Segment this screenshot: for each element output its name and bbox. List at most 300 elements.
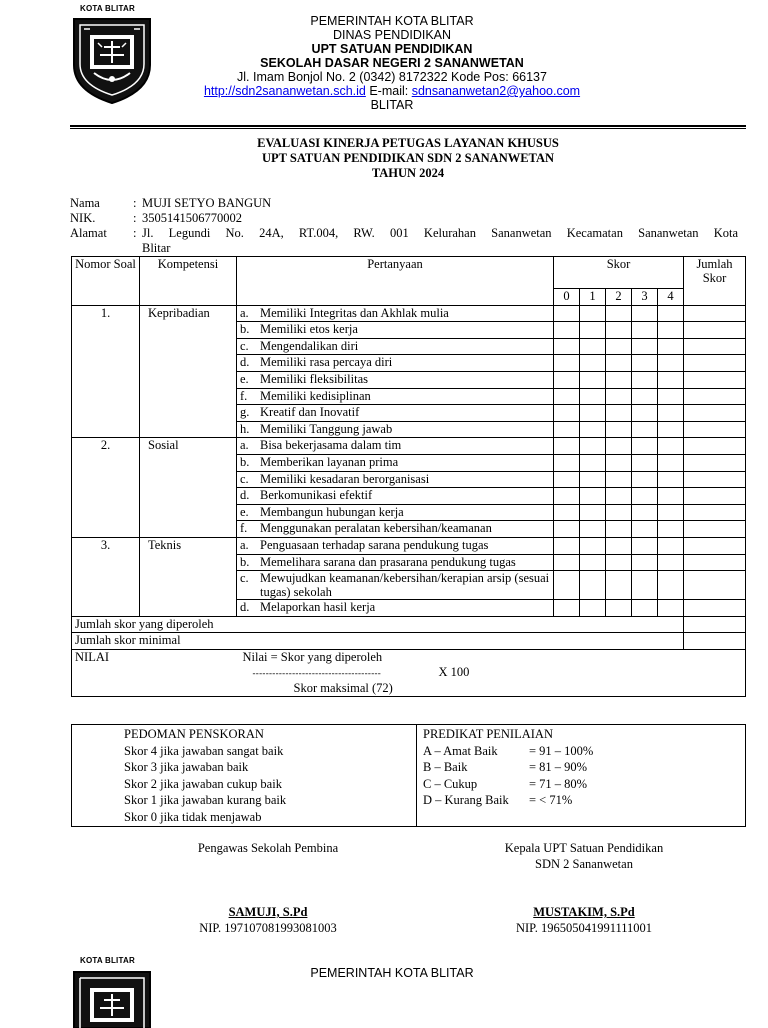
total-minimal-label: Jumlah skor minimal [72, 633, 684, 650]
signature-supervisor [160, 840, 376, 936]
question-cell [237, 421, 554, 438]
score-cell-4[interactable] [658, 537, 684, 554]
question-item [240, 422, 550, 436]
question-item [240, 355, 550, 369]
score-col-4: 4 [658, 289, 684, 306]
competence-cell [140, 488, 237, 505]
competence-cell [140, 371, 237, 388]
score-cell-2[interactable] [606, 388, 632, 405]
address-value-line1: Jl. Legundi No. 24A, RT.004, RW. 001 Kelurahan Sananwetan Kecamatan Sananwetan Kota [142, 226, 738, 240]
question-cell [237, 305, 554, 322]
score-cell-0[interactable] [554, 388, 580, 405]
score-col-2: 2 [606, 289, 632, 306]
question-letter: c. [240, 471, 249, 486]
predicate-range: = < 71% [529, 793, 573, 807]
score-cell-4[interactable] [658, 438, 684, 455]
total-minimal-cell[interactable] [684, 633, 746, 650]
total-score-cell[interactable] [684, 571, 746, 600]
city-line: BLITAR [370, 98, 414, 112]
question-text: Memiliki etos kerja [260, 322, 358, 337]
question-cell [237, 388, 554, 405]
letterhead-rule-thin [70, 128, 746, 129]
score-cell-2[interactable] [606, 471, 632, 488]
question-item [240, 389, 550, 403]
competence-cell [140, 421, 237, 438]
question-item [240, 306, 550, 320]
score-col-0: 0 [554, 289, 580, 306]
address-line: Jl. Imam Bonjol No. 2 (0342) 8172322 Kode Pos: 66137 [237, 70, 547, 84]
question-number: 1. [72, 305, 140, 322]
header-number: Nomor Soal [72, 257, 140, 306]
predicate-item [417, 776, 745, 793]
total-score-cell[interactable] [684, 600, 746, 617]
question-number [72, 554, 140, 571]
predicate-item [417, 743, 745, 760]
total-score-cell[interactable] [684, 504, 746, 521]
score-cell-4[interactable] [658, 355, 684, 372]
score-cell-1[interactable] [580, 571, 606, 600]
question-item [240, 455, 550, 469]
score-cell-0[interactable] [554, 504, 580, 521]
question-text: Memelihara sarana dan prasarana pendukung tugas [260, 554, 516, 569]
score-cell-3[interactable] [632, 371, 658, 388]
question-cell [237, 537, 554, 554]
score-cell-2[interactable] [606, 438, 632, 455]
question-number [72, 471, 140, 488]
signature-principal [452, 840, 716, 936]
score-cell-2[interactable] [606, 504, 632, 521]
predicate-grade: B – Baik [423, 760, 468, 774]
score-cell-2[interactable] [606, 405, 632, 422]
question-cell [237, 554, 554, 571]
table-row [72, 438, 746, 455]
score-cell-0[interactable] [554, 454, 580, 471]
competence-cell [140, 355, 237, 372]
website-link[interactable]: http://sdn2sananwetan.sch.id [203, 84, 366, 98]
address-value-line2: Blitar [142, 241, 171, 255]
score-cell-1[interactable] [580, 305, 606, 322]
question-text: Melaporkan hasil kerja [260, 600, 376, 615]
score-cell-3[interactable] [632, 504, 658, 521]
total-score-cell[interactable] [684, 537, 746, 554]
colon: : [133, 211, 137, 225]
total-score-cell[interactable] [684, 388, 746, 405]
header-row [72, 257, 746, 289]
question-letter: e. [240, 504, 249, 519]
city-crest-icon [70, 15, 154, 105]
score-cell-0[interactable] [554, 554, 580, 571]
score-cell-1[interactable] [580, 355, 606, 372]
score-cell-0[interactable] [554, 338, 580, 355]
score-cell-4[interactable] [658, 388, 684, 405]
score-cell-3[interactable] [632, 305, 658, 322]
score-cell-3[interactable] [632, 488, 658, 505]
nik-value: 3505141506770002 [142, 211, 242, 225]
question-letter: f. [240, 521, 248, 536]
score-col-1: 1 [580, 289, 606, 306]
score-cell-3[interactable] [632, 421, 658, 438]
question-item [240, 405, 550, 419]
score-cell-4[interactable] [658, 421, 684, 438]
question-number [72, 371, 140, 388]
header-competence: Kompetensi [140, 257, 237, 306]
supervisor-nip: NIP. 197107081993081003 [199, 921, 337, 935]
nilai-row [72, 649, 746, 696]
question-item [240, 488, 550, 502]
score-cell-1[interactable] [580, 371, 606, 388]
question-text: Memiliki rasa percaya diri [260, 355, 393, 370]
formula-line-3: Skor maksimal (72) [293, 680, 393, 695]
score-cell-1[interactable] [580, 600, 606, 617]
header-score: Skor [554, 257, 684, 289]
question-text: Membangun hubungan kerja [260, 504, 404, 519]
city-crest-icon [70, 968, 154, 1028]
competence-cell [140, 388, 237, 405]
score-cell-2[interactable] [606, 571, 632, 600]
logo-label: KOTA BLITAR [80, 4, 135, 13]
predicate-grade: A – Amat Baik [423, 743, 498, 758]
table-row [72, 537, 746, 554]
nilai-formula [237, 649, 746, 696]
document-title [70, 136, 746, 181]
score-cell-2[interactable] [606, 322, 632, 339]
question-text: Memiliki Integritas dan Akhlak mulia [260, 305, 449, 320]
letterhead [150, 14, 634, 112]
score-cell-3[interactable] [632, 338, 658, 355]
question-text: Penguasaan terhadap sarana pendukung tugas [260, 537, 489, 552]
score-cell-0[interactable] [554, 438, 580, 455]
total-score-cell[interactable] [684, 371, 746, 388]
question-cell [237, 521, 554, 538]
header-question: Pertanyaan [237, 257, 554, 306]
question-item [240, 339, 550, 353]
score-cell-3[interactable] [632, 405, 658, 422]
score-cell-1[interactable] [580, 421, 606, 438]
school-line: SEKOLAH DASAR NEGERI 2 SANANWETAN [260, 56, 524, 70]
total-score-cell[interactable] [684, 405, 746, 422]
question-cell [237, 488, 554, 505]
score-cell-4[interactable] [658, 338, 684, 355]
gov-line: PEMERINTAH KOTA BLITAR [310, 14, 474, 28]
predicate-range: = 91 – 100% [529, 743, 594, 758]
question-letter: b. [240, 454, 250, 469]
title-line-3: TAHUN 2024 [371, 166, 445, 180]
table-row [72, 322, 746, 339]
question-text: Mengendalikan diri [260, 338, 359, 353]
table-row [72, 471, 746, 488]
score-cell-2[interactable] [606, 521, 632, 538]
competence-cell [140, 338, 237, 355]
score-cell-4[interactable] [658, 471, 684, 488]
predicate-title: PREDIKAT PENILAIAN [423, 727, 553, 741]
score-cell-4[interactable] [658, 521, 684, 538]
question-letter: d. [240, 600, 250, 615]
competence-cell: Kepribadian [140, 305, 237, 322]
score-cell-4[interactable] [658, 454, 684, 471]
question-letter: b. [240, 322, 250, 337]
question-number [72, 405, 140, 422]
question-cell [237, 471, 554, 488]
total-score-cell[interactable] [684, 521, 746, 538]
score-cell-3[interactable] [632, 454, 658, 471]
question-item [240, 438, 550, 452]
evaluation-table [71, 256, 746, 697]
scoring-guide-item: Skor 3 jika jawaban baik [124, 760, 249, 774]
score-cell-2[interactable] [606, 537, 632, 554]
table-row [72, 454, 746, 471]
score-cell-3[interactable] [632, 521, 658, 538]
score-cell-2[interactable] [606, 305, 632, 322]
logo-label-next-page: KOTA BLITAR [80, 956, 135, 965]
score-cell-4[interactable] [658, 554, 684, 571]
score-cell-2[interactable] [606, 554, 632, 571]
unit-line: UPT SATUAN PENDIDIKAN [311, 42, 473, 56]
supervisor-role: Pengawas Sekolah Pembina [197, 841, 339, 855]
question-number [72, 338, 140, 355]
score-cell-1[interactable] [580, 504, 606, 521]
question-text: Memberikan layanan prima [260, 454, 399, 469]
total-score-cell[interactable] [684, 322, 746, 339]
score-cell-0[interactable] [554, 537, 580, 554]
score-cell-2[interactable] [606, 338, 632, 355]
score-cell-3[interactable] [632, 554, 658, 571]
score-cell-4[interactable] [658, 600, 684, 617]
letterhead-rule-thick [70, 125, 746, 127]
score-cell-4[interactable] [658, 504, 684, 521]
formula-dashes: --------------------------------------- [252, 667, 382, 678]
total-score-cell[interactable] [684, 338, 746, 355]
total-score-cell[interactable] [684, 421, 746, 438]
question-letter: a. [240, 305, 249, 320]
competence-cell [140, 405, 237, 422]
score-cell-4[interactable] [658, 405, 684, 422]
score-cell-0[interactable] [554, 471, 580, 488]
total-score-cell[interactable] [684, 488, 746, 505]
score-cell-3[interactable] [632, 438, 658, 455]
question-number [72, 521, 140, 538]
question-item [240, 571, 550, 599]
identity-block [0, 196, 768, 256]
predicate-range: = 71 – 80% [529, 776, 588, 791]
total-score-cell[interactable] [684, 355, 746, 372]
score-cell-3[interactable] [632, 571, 658, 600]
score-cell-3[interactable] [632, 471, 658, 488]
principal-name: MUSTAKIM, S.Pd [533, 905, 635, 919]
score-cell-1[interactable] [580, 537, 606, 554]
question-text: Menggunakan peralatan kebersihan/keamanan [260, 521, 492, 536]
score-cell-2[interactable] [606, 454, 632, 471]
competence-cell [140, 322, 237, 339]
score-cell-3[interactable] [632, 322, 658, 339]
question-number [72, 571, 140, 600]
question-cell [237, 571, 554, 600]
score-cell-1[interactable] [580, 471, 606, 488]
scoring-guide-title: PEDOMAN PENSKORAN [124, 727, 264, 741]
table-row [72, 521, 746, 538]
score-cell-1[interactable] [580, 405, 606, 422]
question-item [240, 600, 550, 614]
scoring-guide-item: Skor 1 jika jawaban kurang baik [124, 793, 287, 807]
total-score-cell[interactable] [684, 305, 746, 322]
question-text: Berkomunikasi efektif [260, 488, 373, 503]
total-obtained-cell[interactable] [684, 616, 746, 633]
table-row [72, 338, 746, 355]
question-item [240, 322, 550, 336]
title-line-1: EVALUASI KINERJA PETUGAS LAYANAN KHUSUS [257, 136, 559, 150]
table-row [72, 488, 746, 505]
next-page-gov-line: PEMERINTAH KOTA BLITAR [310, 966, 474, 980]
email-link[interactable]: sdnsananwetan2@yahoo.com [411, 84, 581, 98]
question-text: Memiliki kesadaran berorganisasi [260, 471, 430, 486]
total-obtained-row [72, 616, 746, 633]
competence-cell [140, 454, 237, 471]
principal-role-2: SDN 2 Sananwetan [535, 857, 633, 871]
question-text: Mewujudkan keamanan/kebersihan/kerapian arsip (sesuai tugas) sekolah [260, 571, 550, 600]
address-label: Alamat [70, 226, 107, 240]
score-cell-2[interactable] [606, 371, 632, 388]
score-cell-0[interactable] [554, 371, 580, 388]
question-cell [237, 355, 554, 372]
question-text: Memiliki fleksibilitas [260, 371, 368, 386]
competence-cell [140, 504, 237, 521]
question-letter: f. [240, 388, 248, 403]
question-letter: b. [240, 554, 250, 569]
table-row [72, 405, 746, 422]
question-item [240, 372, 550, 386]
score-cell-0[interactable] [554, 600, 580, 617]
contact-line [150, 84, 634, 98]
question-cell [237, 322, 554, 339]
score-cell-2[interactable] [606, 600, 632, 617]
score-cell-1[interactable] [580, 554, 606, 571]
score-cell-3[interactable] [632, 600, 658, 617]
competence-cell [140, 521, 237, 538]
scoring-guide-item: Skor 2 jika jawaban cukup baik [124, 776, 282, 791]
nik-label: NIK. [70, 211, 96, 225]
score-cell-0[interactable] [554, 488, 580, 505]
score-cell-0[interactable] [554, 405, 580, 422]
question-number [72, 600, 140, 617]
score-cell-0[interactable] [554, 305, 580, 322]
name-label: Nama [70, 196, 100, 210]
question-letter: e. [240, 371, 249, 386]
question-letter: c. [240, 571, 249, 586]
score-cell-0[interactable] [554, 421, 580, 438]
competence-cell: Sosial [140, 438, 237, 455]
question-cell [237, 504, 554, 521]
competence-cell [140, 554, 237, 571]
total-minimal-row [72, 633, 746, 650]
score-cell-1[interactable] [580, 521, 606, 538]
question-letter: c. [240, 338, 249, 353]
score-cell-4[interactable] [658, 322, 684, 339]
question-item [240, 472, 550, 486]
score-cell-1[interactable] [580, 338, 606, 355]
predicate-grade: C – Cukup [423, 776, 478, 791]
question-cell [237, 371, 554, 388]
question-item [240, 521, 550, 535]
table-row [72, 421, 746, 438]
score-cell-4[interactable] [658, 371, 684, 388]
competence-cell [140, 600, 237, 617]
score-cell-0[interactable] [554, 322, 580, 339]
score-cell-1[interactable] [580, 322, 606, 339]
question-number [72, 488, 140, 505]
score-cell-1[interactable] [580, 488, 606, 505]
score-cell-3[interactable] [632, 537, 658, 554]
score-cell-2[interactable] [606, 488, 632, 505]
scoring-guide-item: Skor 4 jika jawaban sangat baik [124, 743, 284, 758]
question-number [72, 355, 140, 372]
email-label: E-mail: [365, 84, 412, 98]
formula-line-1: Nilai = Skor yang diperoleh [242, 649, 383, 664]
score-cell-3[interactable] [632, 388, 658, 405]
title-line-2: UPT SATUAN PENDIDIKAN SDN 2 SANANWETAN [261, 151, 555, 165]
score-cell-4[interactable] [658, 305, 684, 322]
competence-cell [140, 571, 237, 600]
score-cell-2[interactable] [606, 421, 632, 438]
question-number: 3. [72, 537, 140, 554]
predicate-item [417, 759, 745, 776]
score-cell-3[interactable] [632, 355, 658, 372]
total-score-cell[interactable] [684, 454, 746, 471]
question-letter: d. [240, 355, 250, 370]
table-row [72, 571, 746, 600]
score-cell-0[interactable] [554, 571, 580, 600]
question-cell [237, 338, 554, 355]
score-cell-2[interactable] [606, 355, 632, 372]
question-cell [237, 454, 554, 471]
total-score-cell[interactable] [684, 438, 746, 455]
score-cell-1[interactable] [580, 388, 606, 405]
colon: : [133, 226, 137, 240]
score-cell-1[interactable] [580, 438, 606, 455]
score-cell-1[interactable] [580, 454, 606, 471]
question-number [72, 388, 140, 405]
score-cell-0[interactable] [554, 355, 580, 372]
dept-line: DINAS PENDIDIKAN [332, 28, 452, 42]
question-item [240, 505, 550, 519]
score-cell-0[interactable] [554, 521, 580, 538]
question-number [72, 322, 140, 339]
question-cell [237, 438, 554, 455]
table-row [72, 355, 746, 372]
question-item [240, 538, 550, 552]
total-score-cell[interactable] [684, 471, 746, 488]
question-text: Bisa bekerjasama dalam tim [260, 438, 402, 453]
total-score-cell[interactable] [684, 554, 746, 571]
scoring-guide-item: Skor 0 jika tidak menjawab [124, 809, 262, 824]
question-item [240, 555, 550, 569]
name-value: MUJI SETYO BANGUN [142, 196, 272, 210]
table-row [72, 600, 746, 617]
question-number [72, 504, 140, 521]
principal-nip: NIP. 196505041991111001 [515, 921, 653, 935]
table-row [72, 305, 746, 322]
score-cell-4[interactable] [658, 488, 684, 505]
score-cell-4[interactable] [658, 571, 684, 600]
question-cell [237, 405, 554, 422]
table-row [72, 371, 746, 388]
question-letter: a. [240, 438, 249, 453]
predicate-guide [417, 725, 746, 827]
question-letter: a. [240, 537, 249, 552]
predicate-item [417, 792, 745, 809]
question-text: Memiliki kedisiplinan [260, 388, 371, 403]
predicate-range: = 81 – 90% [529, 760, 588, 774]
colon: : [133, 196, 137, 210]
question-letter: g. [240, 405, 250, 420]
